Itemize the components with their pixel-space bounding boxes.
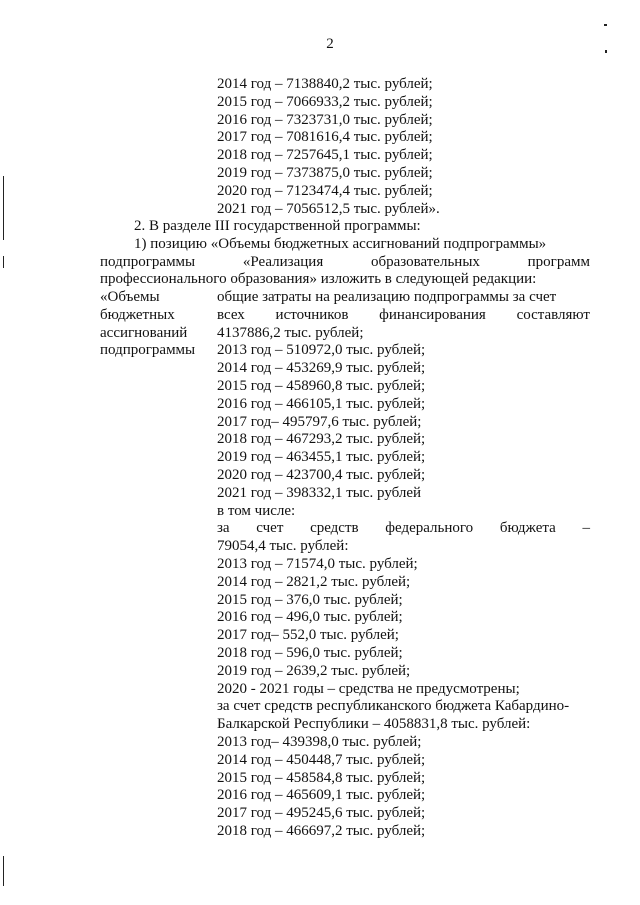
list-item: 2016 год – 466105,1 тыс. рублей; (217, 395, 426, 412)
list-item: 2013 год – 510972,0 тыс. рублей; (217, 342, 426, 359)
item-line-1: 1) позицию «Объемы бюджетных ассигнований подпрограммы» (134, 235, 547, 252)
list-item: 2017 год– 552,0 тыс. рублей; (217, 627, 399, 644)
list-item: 2019 год – 2639,2 тыс. рублей; (217, 662, 411, 679)
top-years-list (217, 76, 597, 218)
word: бюджета (499, 520, 556, 537)
label-line: ассигнований (100, 324, 188, 341)
list-item: 2015 год – 376,0 тыс. рублей; (217, 591, 403, 608)
list-item: 2015 год – 458960,8 тыс. рублей; (217, 377, 426, 394)
list-item: 2014 год – 453269,9 тыс. рублей; (217, 360, 426, 377)
republic-line-2: Балкарской Республики – 4058831,8 тыс. рублей: (217, 716, 531, 733)
item-line-3: профессионального образования» изложить в следующей редакции: (100, 271, 537, 288)
scan-mark (3, 176, 4, 240)
list-item: 2017 год– 495797,6 тыс. рублей; (217, 413, 422, 430)
intro-line-1: общие затраты на реализацию подпрограммы за счет (217, 289, 557, 305)
word: финансирования (379, 306, 486, 323)
label-line: бюджетных (100, 306, 175, 323)
word: – (582, 520, 590, 537)
word: за (217, 520, 230, 537)
word: федерального (385, 520, 474, 537)
word: всех (217, 306, 245, 323)
intro-line-3: 4137886,2 тыс. рублей; (217, 324, 364, 341)
list-item: 2018 год – 596,0 тыс. рублей; (217, 644, 403, 661)
list-item: 2013 год – 71574,0 тыс. рублей; (217, 555, 418, 572)
word: источников (275, 306, 349, 323)
list-item: 2021 год – 398332,1 тыс. рублей (217, 484, 422, 501)
list-item: 2018 год – 467293,2 тыс. рублей; (217, 431, 426, 448)
republic-line-1: за счет средств республиканского бюджета Кабардино- (217, 698, 570, 715)
list-item: 2019 год – 7373875,0 тыс. рублей; (217, 164, 433, 181)
label-line: подпрограммы (100, 342, 196, 359)
list-item: 2018 год – 466697,2 тыс. рублей; (217, 822, 426, 839)
scan-mark (605, 50, 607, 53)
list-item: 2014 год – 450448,7 тыс. рублей; (217, 751, 426, 768)
list-item: 2015 год – 458584,8 тыс. рублей; (217, 769, 426, 786)
list-item: 2017 год – 7081616,4 тыс. рублей; (217, 129, 433, 146)
passport-row (100, 289, 590, 841)
scan-mark (604, 24, 607, 26)
word: «Реализация (242, 253, 324, 270)
list-item: 2015 год – 7066933,2 тыс. рублей; (217, 93, 433, 110)
federal-line-1 (217, 520, 590, 538)
list-item: 2018 год – 7257645,1 тыс. рублей; (217, 147, 433, 164)
list-item: 2016 год – 496,0 тыс. рублей; (217, 609, 403, 626)
item-line-2 (100, 254, 590, 272)
scan-mark (3, 256, 4, 268)
scan-mark (3, 856, 4, 886)
word: счет (256, 520, 284, 537)
list-item: 2014 год – 7138840,2 тыс. рублей; (217, 76, 433, 92)
list-item: 2021 год – 7056512,5 тыс. рублей». (217, 200, 440, 217)
row-label (100, 289, 217, 841)
section-heading: 2. В разделе III государственной программы: (134, 218, 421, 234)
list-item: 2020 - 2021 годы – средства не предусмотрены; (217, 680, 520, 697)
word: составляют (516, 306, 590, 323)
row-content (217, 289, 590, 841)
federal-line-2: 79054,4 тыс. рублей: (217, 538, 349, 555)
list-item: 2020 год – 423700,4 тыс. рублей; (217, 466, 426, 483)
list-item: 2014 год – 2821,2 тыс. рублей; (217, 573, 411, 590)
list-item: 2013 год– 439398,0 тыс. рублей; (217, 733, 422, 750)
word: программ (527, 253, 590, 270)
section-amendment (100, 218, 590, 289)
including-label: в том числе: (217, 502, 296, 519)
page-number: 2 (326, 36, 334, 52)
intro-line-2 (217, 307, 590, 325)
list-item: 2016 год – 7323731,0 тыс. рублей; (217, 111, 433, 128)
list-item: 2019 год – 463455,1 тыс. рублей; (217, 449, 426, 466)
list-item: 2017 год – 495245,6 тыс. рублей; (217, 805, 426, 822)
word: подпрограммы (100, 253, 196, 270)
label-line: «Объемы (100, 289, 160, 305)
list-item: 2016 год – 465609,1 тыс. рублей; (217, 787, 426, 804)
list-item: 2020 год – 7123474,4 тыс. рублей; (217, 182, 433, 199)
word: образовательных (370, 253, 480, 270)
word: средств (310, 520, 359, 537)
